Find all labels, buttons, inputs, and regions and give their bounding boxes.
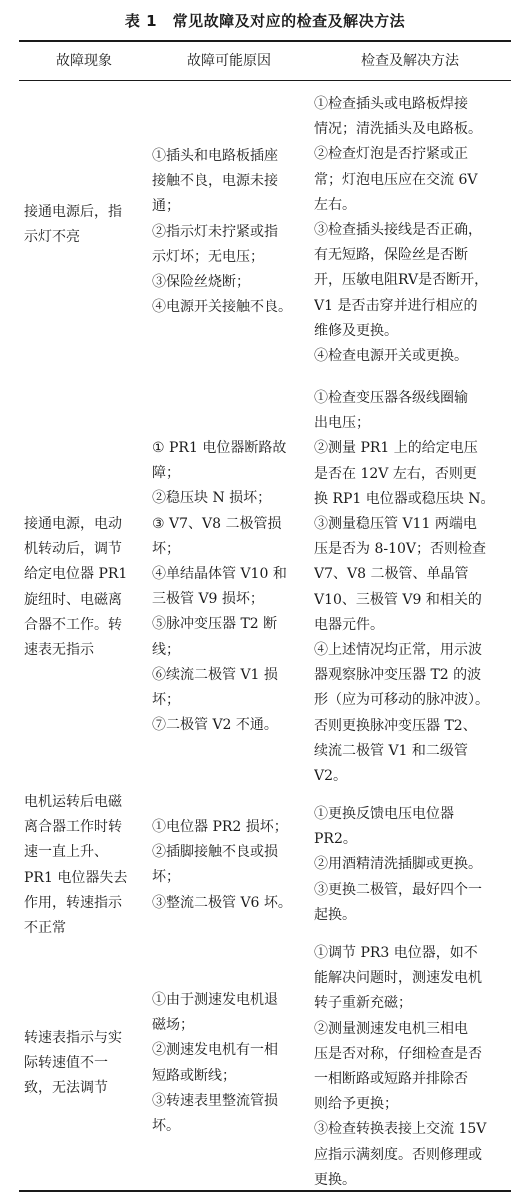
cell-line: 作用，转速指示 <box>24 894 122 911</box>
header-cause: 故障可能原因 <box>187 53 271 69</box>
cell-line: ①调节 PR3 电位器，如不 <box>314 945 478 961</box>
cell-line: 线； <box>152 641 180 658</box>
cell-line: 示灯坏；无电压； <box>152 248 264 265</box>
cell-line: ③检查转换表接上交流 15V <box>314 1121 487 1138</box>
cell-line: 接通电源，电动 <box>24 516 122 532</box>
cell-line: 致，无法调节 <box>24 1080 108 1097</box>
cell-line: 否则更换脉冲变压器 T2、 <box>314 717 477 734</box>
cell-line: 坏； <box>152 540 180 557</box>
cell-line: ①由于测速发电机退 <box>152 992 278 1008</box>
cell-line: 际转速值不一 <box>24 1055 108 1072</box>
cell-line: ③检查插头接线是否正确， <box>314 222 482 239</box>
cell-line: ①更换反馈电压电位器 <box>314 806 454 822</box>
cell-line: 速一直上升、 <box>24 844 108 861</box>
table-bottom-rule <box>19 1190 511 1192</box>
cell-line: ②用酒精清洗插脚或更换。 <box>314 856 482 873</box>
row-3-cause <box>152 815 308 916</box>
cell-line: 应指示满刻度。否则修理或 <box>314 1146 482 1163</box>
cell-line: 磁场； <box>152 1017 194 1034</box>
cell-line: 旋纽时、电磁离 <box>24 591 122 608</box>
cell-line: ① PR1 电位器断路故 <box>152 440 287 456</box>
cell-line: ②指示灯未拧紧或指 <box>152 223 278 240</box>
cell-line: 障； <box>152 465 180 482</box>
cell-line: PR1 电位器失去 <box>24 869 128 886</box>
cell-line: ①检查插头或电路板焊接 <box>314 96 468 112</box>
row-3-symptom <box>24 790 146 941</box>
cell-line: ③更换二极管，最好四个一 <box>314 881 482 898</box>
table-header-rule <box>19 80 511 81</box>
cell-line: 速表无指示 <box>24 642 94 659</box>
row-1-solution <box>314 92 508 369</box>
cell-line: 压是否为 8-10V；否则检查 <box>314 541 487 558</box>
cell-line: ①电位器 PR2 损坏； <box>152 819 288 835</box>
row-2-symptom <box>24 512 146 663</box>
cell-line: 给定电位器 PR1 <box>24 566 128 583</box>
header-solution: 检查及解决方法 <box>361 53 459 69</box>
cell-line: ②检查灯泡是否拧紧或正 <box>314 146 468 163</box>
cell-line: PR2。 <box>314 831 357 848</box>
row-3-solution <box>314 802 508 928</box>
row-2-cause <box>152 436 308 738</box>
cell-line: ③整流二极管 V6 坏。 <box>152 894 292 911</box>
cell-line: 示灯不亮 <box>24 229 80 246</box>
cell-line: 起换。 <box>314 906 356 923</box>
header-symptom: 故障现象 <box>56 53 112 69</box>
cell-line: 更换。 <box>314 1171 356 1188</box>
cell-line: 不正常 <box>24 920 66 937</box>
cell-line: ②测量 PR1 上的给定电压 <box>314 440 478 457</box>
row-1-cause <box>152 144 308 320</box>
cell-line: ④电源开关接触不良。 <box>152 299 292 316</box>
cell-line: 形（应为可移动的脉冲波）。 <box>314 692 489 709</box>
cell-line: 机转动后，调节 <box>24 541 122 558</box>
cell-line: 三极管 V9 损坏； <box>152 591 264 608</box>
cell-line: ④上述情况均正常，用示波 <box>314 642 482 659</box>
cell-line: 短路或断线； <box>152 1067 236 1084</box>
cell-line: 情况；清洗插头及电路板。 <box>314 121 482 138</box>
cell-line: 电机运转后电磁 <box>24 794 122 810</box>
cell-line: 电器元件。 <box>314 616 384 633</box>
cell-line: ②稳压块 N 损坏； <box>152 490 272 507</box>
cell-line: ④单结晶体管 V10 和 <box>152 566 287 583</box>
cell-line: 出电压； <box>314 415 370 432</box>
cell-line: 开，压敏电阻RV是否断开， <box>314 272 489 289</box>
row-2-solution <box>314 386 508 789</box>
cell-line: 转速表指示与实 <box>24 1030 122 1046</box>
cell-line: V1 是否击穿并进行相应的 <box>314 297 478 314</box>
cell-line: V7、V8 二极管、单晶管 <box>314 566 469 583</box>
cell-line: 通； <box>152 198 180 215</box>
cell-line: 能解决问题时，测速发电机 <box>314 970 482 987</box>
cell-line: 离合器工作时转 <box>24 819 122 836</box>
cell-line: 接触不良，电源未接 <box>152 173 278 190</box>
cell-line: 则给予更换； <box>314 1096 398 1113</box>
cell-line: 换 RP1 电位器或稳压块 N。 <box>314 490 495 507</box>
cell-line: 有无短路，保险丝是否断 <box>314 247 468 264</box>
cell-line: 一相断路或短路并排除否 <box>314 1071 468 1088</box>
cell-line: 合器不工作。转 <box>24 616 122 633</box>
cell-line: 接通电源后，指 <box>24 204 122 220</box>
cell-line: 是否在 12V 左右，否则更 <box>314 465 477 482</box>
table-title: 表 1 常见故障及对应的检查及解决方法 <box>124 12 406 30</box>
cell-line: ②插脚接触不良或损 <box>152 844 278 861</box>
cell-line: V10、三极管 V9 和相关的 <box>314 591 482 608</box>
cell-line: 常；灯泡电压应在交流 6V <box>314 171 478 188</box>
cell-line: ⑤脉冲变压器 T2 断 <box>152 616 278 633</box>
table-top-rule <box>19 40 511 42</box>
cell-line: ③测量稳压管 V11 两端电 <box>314 516 477 533</box>
cell-line: 压是否对称，仔细检查是否 <box>314 1045 482 1062</box>
cell-line: ⑥续流二极管 V1 损 <box>152 666 278 683</box>
row-1-symptom <box>24 200 146 250</box>
cell-line: ⑦二极管 V2 不通。 <box>152 717 278 734</box>
row-4-cause <box>152 988 308 1139</box>
cell-line: ①检查变压器各级线圈输 <box>314 390 468 406</box>
cell-line: ③保险丝烧断； <box>152 274 250 291</box>
cell-line: 左右。 <box>314 196 356 213</box>
cell-line: ③ V7、V8 二极管损 <box>152 515 282 532</box>
cell-line: 坏； <box>152 692 180 709</box>
row-4-symptom <box>24 1026 146 1102</box>
cell-line: ②测量测速发电机三相电 <box>314 1020 468 1037</box>
cell-line: 坏； <box>152 869 180 886</box>
row-4-solution <box>314 941 508 1193</box>
cell-line: ②测速发电机有一相 <box>152 1042 278 1059</box>
cell-line: 器观察脉冲变压器 T2 的波 <box>314 667 482 684</box>
cell-line: ③转速表里整流管损 <box>152 1092 278 1109</box>
cell-line: ①插头和电路板插座 <box>152 148 278 164</box>
cell-line: 续流二极管 V1 和二级管 <box>314 742 468 759</box>
cell-line: 转子重新充磁； <box>314 995 412 1012</box>
cell-line: ④检查电源开关或更换。 <box>314 348 468 365</box>
cell-line: 维修及更换。 <box>314 322 398 339</box>
cell-line: 坏。 <box>152 1118 180 1135</box>
cell-line: V2。 <box>314 768 348 785</box>
